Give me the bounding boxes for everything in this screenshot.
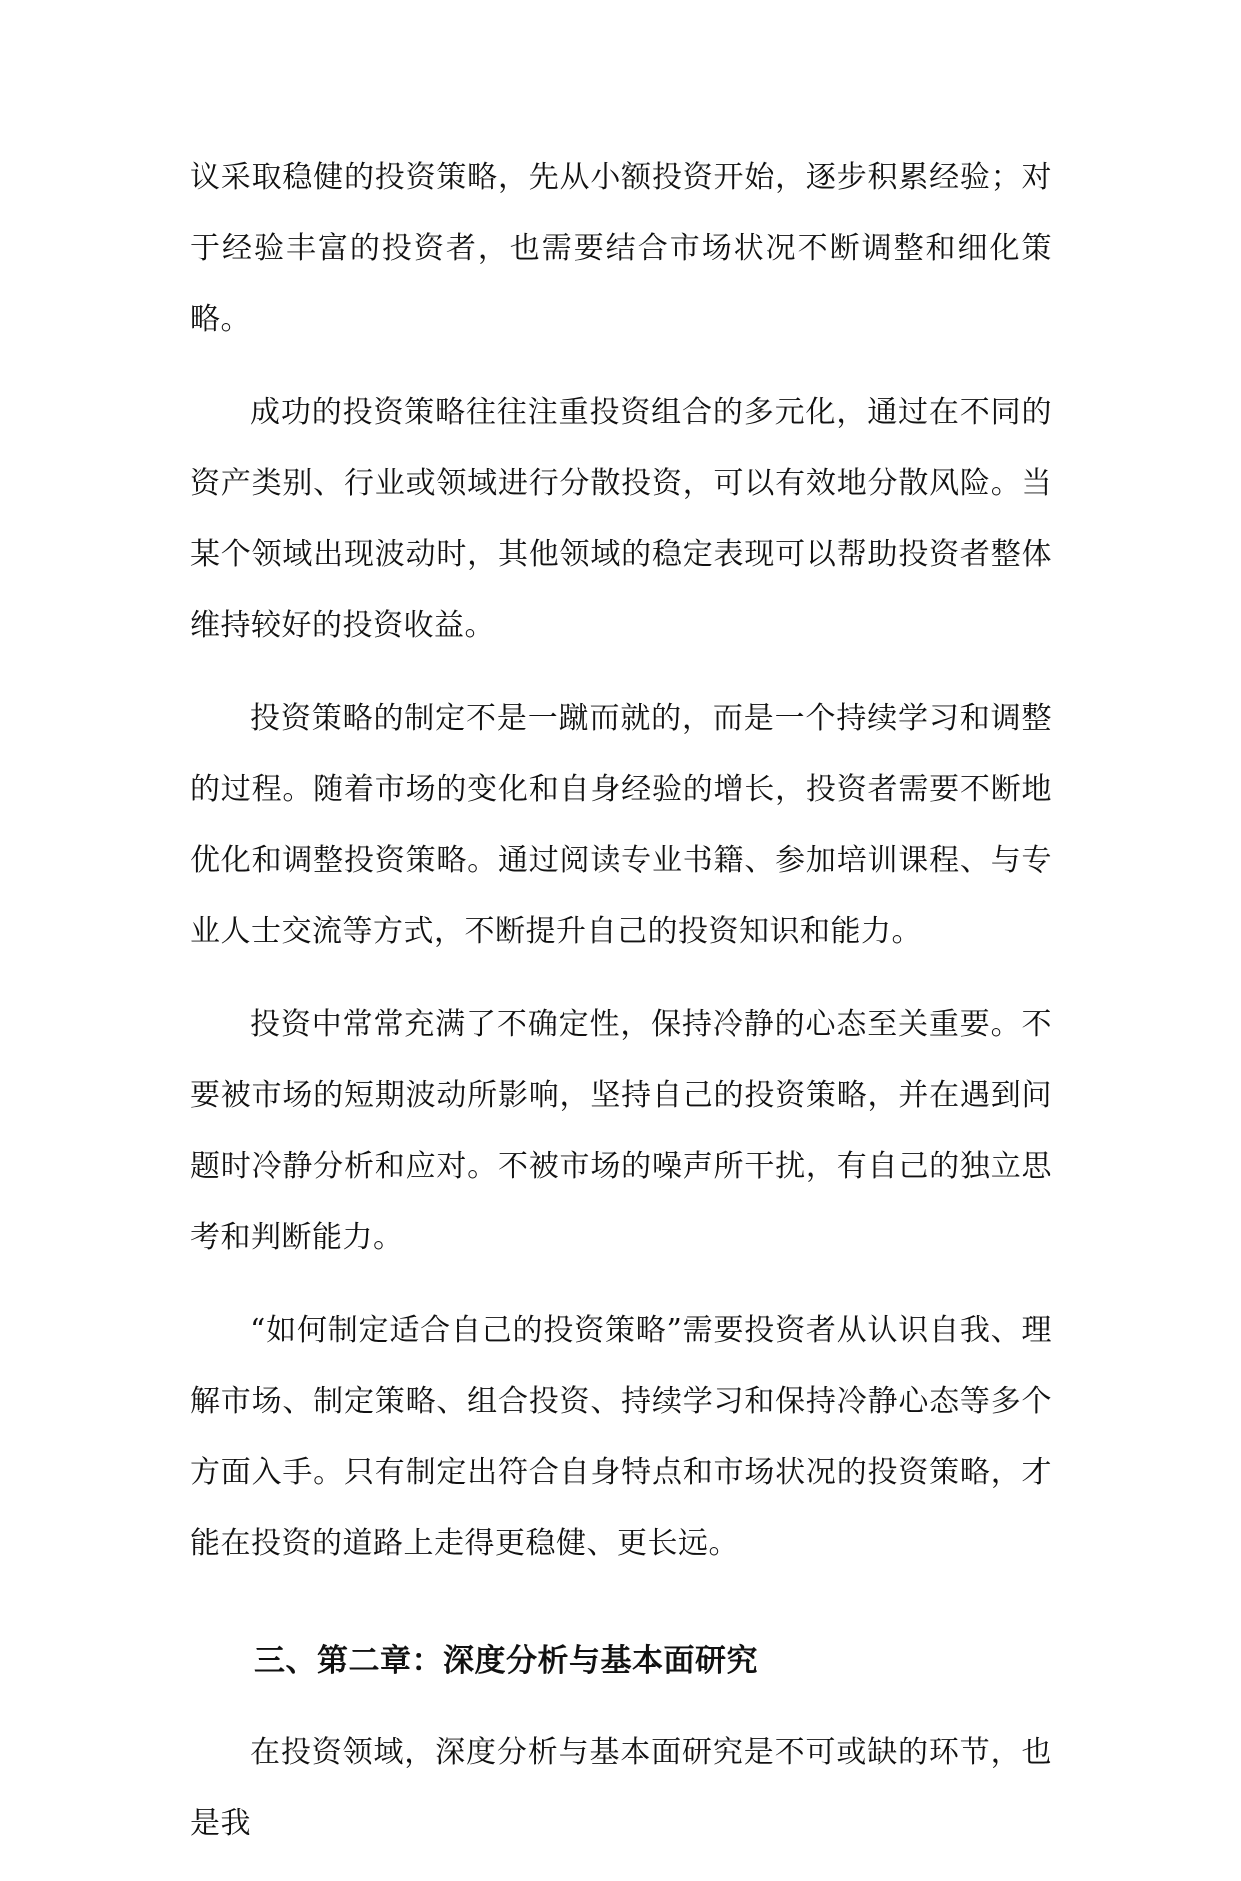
paragraph: 投资策略的制定不是一蹴而就的，而是一个持续学习和调整的过程。随着市场的变化和自身经验的增长，投资者需要不断地优化和调整投资策略。通过阅读专业书籍、参加培训课程、与专业人士交流等方式，不断提升自己的投资知识和能力。 xyxy=(190,701,1052,949)
section-heading: 三、第二章：深度分析与基本面研究 xyxy=(254,1643,758,1679)
paragraph: 投资中常常充满了不确定性，保持冷静的心态至关重要。不要被市场的短期波动所影响，坚持自己的投资策略，并在遇到问题时冷静分析和应对。不被市场的噪声所干扰，有自己的独立思考和判断能力。 xyxy=(190,1007,1052,1255)
paragraph: 议采取稳健的投资策略，先从小额投资开始，逐步积累经验；对于经验丰富的投资者，也需要结合市场状况不断调整和细化策略。 xyxy=(190,160,1052,337)
paragraph: 成功的投资策略往往注重投资组合的多元化，通过在不同的资产类别、行业或领域进行分散投资，可以有效地分散风险。当某个领域出现波动时，其他领域的稳定表现可以帮助投资者整体维持较好的投资收益。 xyxy=(190,395,1052,643)
document-page xyxy=(190,142,1052,1881)
paragraph: “如何制定适合自己的投资策略”需要投资者从认识自我、理解市场、制定策略、组合投资、持续学习和保持冷静心态等多个方面入手。只有制定出符合自身特点和市场状况的投资策略，才能在投资的道路上走得更稳健、更长远。 xyxy=(190,1313,1052,1561)
paragraph: 在投资领域，深度分析与基本面研究是不可或缺的环节，也是我 xyxy=(190,1735,1052,1841)
